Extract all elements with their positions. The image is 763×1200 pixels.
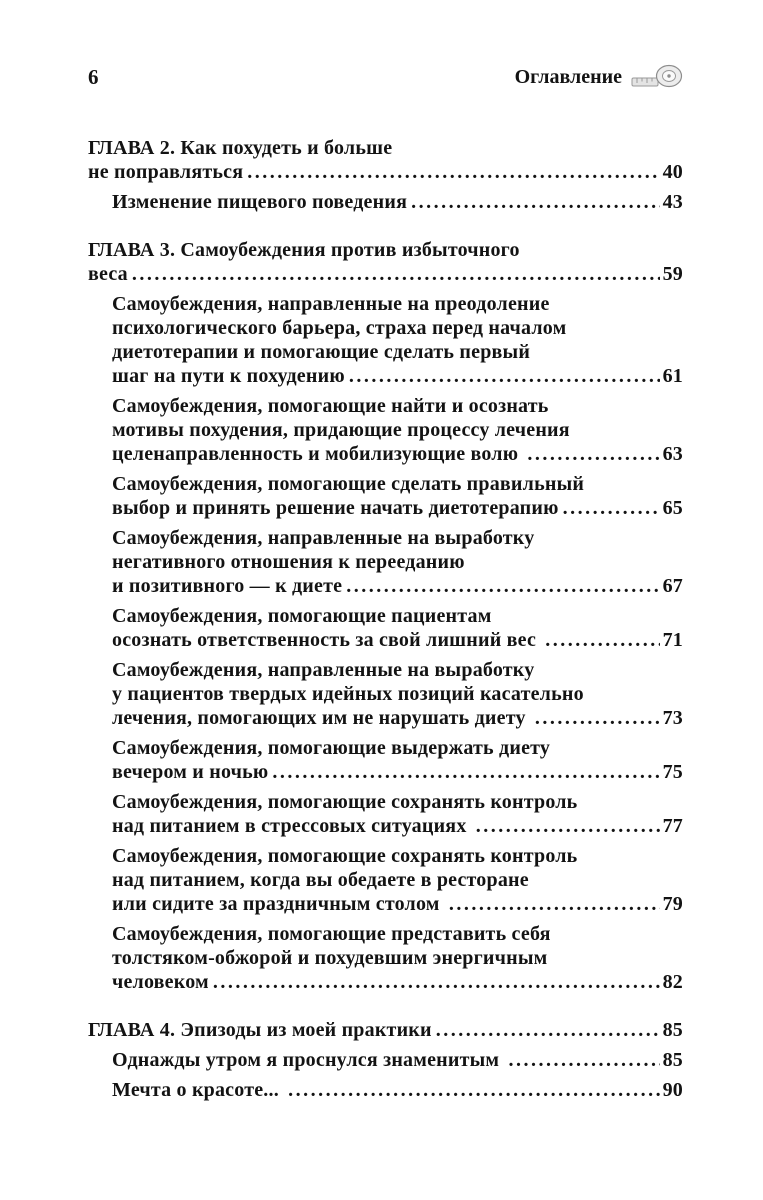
toc-entry-lastline bbox=[112, 628, 683, 652]
toc-sub-entry bbox=[88, 658, 683, 730]
page-ref: 85 bbox=[662, 1019, 683, 1041]
toc-entry-line: диетотерапии и помогающие сделать первый bbox=[112, 341, 531, 363]
toc-entry-line: Самоубеждения, помогающие сохранять контроль bbox=[112, 791, 578, 813]
dot-leader bbox=[213, 970, 660, 994]
page-number: 6 bbox=[88, 64, 99, 89]
toc-entry-lastline bbox=[112, 970, 683, 994]
toc-sub-entry bbox=[88, 922, 683, 994]
toc-entry-line: у пациентов твердых идейных позиций касательно bbox=[112, 683, 584, 705]
toc-sub-entry bbox=[88, 1048, 683, 1072]
toc-entry-line: над питанием, когда вы обедаете в ресторане bbox=[112, 869, 529, 891]
toc-chapter-entry bbox=[88, 238, 683, 286]
dot-leader bbox=[411, 190, 660, 214]
toc-sub-entry bbox=[88, 790, 683, 838]
dot-leader bbox=[535, 706, 660, 730]
toc-entry-line: Самоубеждения, помогающие сделать правильный bbox=[112, 473, 585, 495]
toc-entry-text: веса bbox=[88, 263, 128, 285]
toc-chapter-entry bbox=[88, 1018, 683, 1042]
toc-entry-text: ГЛАВА 4. Эпизоды из моей практики bbox=[88, 1019, 432, 1041]
header-right bbox=[515, 64, 683, 90]
toc-entry-text: выбор и принять решение начать диетотерапию bbox=[112, 497, 559, 519]
dot-leader bbox=[436, 1018, 660, 1042]
toc-sub-entry bbox=[88, 604, 683, 652]
tape-measure-icon bbox=[631, 64, 683, 90]
toc-list bbox=[88, 136, 683, 1102]
page-ref: 43 bbox=[662, 191, 683, 213]
toc-sub-entry bbox=[88, 736, 683, 784]
page-ref: 63 bbox=[662, 443, 683, 465]
dot-leader bbox=[132, 262, 660, 286]
toc-sub-entry bbox=[88, 292, 683, 388]
page-ref: 85 bbox=[662, 1049, 683, 1071]
toc-entry-text: вечером и ночью bbox=[112, 761, 269, 783]
dot-leader bbox=[476, 814, 660, 838]
toc-entry-lastline bbox=[112, 760, 683, 784]
toc-entry-line: Самоубеждения, помогающие пациентам bbox=[112, 605, 492, 627]
toc-entry-text: человеком bbox=[112, 971, 209, 993]
dot-leader bbox=[508, 1048, 659, 1072]
toc-entry-text: или сидите за праздничным столом bbox=[112, 893, 445, 915]
page-ref: 67 bbox=[662, 575, 683, 597]
toc-entry-text: Однажды утром я проснулся знаменитым bbox=[112, 1049, 505, 1071]
dot-leader bbox=[527, 442, 659, 466]
page-ref: 75 bbox=[662, 761, 683, 783]
toc-chapter-entry bbox=[88, 136, 683, 184]
toc-entry-lastline bbox=[112, 814, 683, 838]
toc-entry-text: осознать ответственность за свой лишний вес bbox=[112, 629, 542, 651]
toc-entry-line: психологического барьера, страха перед началом bbox=[112, 317, 567, 339]
toc-entry-text: лечения, помогающих им не нарушать диету bbox=[112, 707, 531, 729]
toc-entry-line: Самоубеждения, направленные на выработку bbox=[112, 527, 535, 549]
dot-leader bbox=[349, 364, 660, 388]
page-ref: 40 bbox=[662, 161, 683, 183]
page-ref: 79 bbox=[662, 893, 683, 915]
toc-sub-entry bbox=[88, 526, 683, 598]
page-ref: 65 bbox=[662, 497, 683, 519]
toc-entry-line: Самоубеждения, помогающие найти и осознать bbox=[112, 395, 549, 417]
toc-entry-text: и позитивного — к диете bbox=[112, 575, 343, 597]
toc-entry-lastline bbox=[112, 364, 683, 388]
toc-entry-line: негативного отношения к перееданию bbox=[112, 551, 465, 573]
page-header bbox=[88, 64, 683, 90]
dot-leader bbox=[288, 1078, 659, 1102]
page-ref: 71 bbox=[662, 629, 683, 651]
page-ref: 59 bbox=[662, 263, 683, 285]
toc-entry-line: мотивы похудения, придающие процессу лечения bbox=[112, 419, 570, 441]
toc-entry-lastline bbox=[112, 706, 683, 730]
page-ref: 73 bbox=[662, 707, 683, 729]
dot-leader bbox=[346, 574, 659, 598]
toc-entry-line: Самоубеждения, направленные на выработку bbox=[112, 659, 535, 681]
toc-entry-line: толстяком-обжорой и похудевшим энергичным bbox=[112, 947, 548, 969]
toc-entry-lastline bbox=[112, 442, 683, 466]
dot-leader bbox=[247, 160, 659, 184]
toc-entry-line: Самоубеждения, помогающие выдержать диету bbox=[112, 737, 551, 759]
dot-leader bbox=[563, 496, 660, 520]
toc-entry-lastline bbox=[112, 496, 683, 520]
dot-leader bbox=[545, 628, 659, 652]
toc-sub-entry bbox=[88, 844, 683, 916]
toc-entry-text: целенаправленность и мобилизующие волю bbox=[112, 443, 524, 465]
toc-entry-line: ГЛАВА 3. Самоубеждения против избыточного bbox=[88, 239, 520, 261]
toc-entry-lastline bbox=[112, 1048, 683, 1072]
dot-leader bbox=[449, 892, 660, 916]
toc-entry-lastline bbox=[112, 574, 683, 598]
toc-sub-entry bbox=[88, 472, 683, 520]
toc-entry-lastline bbox=[112, 190, 683, 214]
toc-entry-lastline bbox=[112, 1078, 683, 1102]
toc-entry-line: Самоубеждения, помогающие сохранять контроль bbox=[112, 845, 578, 867]
toc-entry-text: Мечта о красоте... bbox=[112, 1079, 285, 1101]
toc-entry-line: ГЛАВА 2. Как похудеть и больше bbox=[88, 137, 393, 159]
toc-entry-lastline bbox=[88, 160, 683, 184]
toc-entry-line: Самоубеждения, направленные на преодоление bbox=[112, 293, 550, 315]
page-ref: 90 bbox=[662, 1079, 683, 1101]
toc-entry-text: Изменение пищевого поведения bbox=[112, 191, 408, 213]
page-ref: 77 bbox=[662, 815, 683, 837]
toc-sub-entry bbox=[88, 190, 683, 214]
toc-entry-lastline bbox=[88, 262, 683, 286]
dot-leader bbox=[272, 760, 659, 784]
toc-entry-lastline bbox=[112, 892, 683, 916]
toc-entry-line: Самоубеждения, помогающие представить себя bbox=[112, 923, 551, 945]
header-title: Оглавление bbox=[514, 65, 622, 88]
toc-entry-lastline bbox=[88, 1018, 683, 1042]
toc-sub-entry bbox=[88, 1078, 683, 1102]
toc-entry-text: над питанием в стрессовых ситуациях bbox=[112, 815, 472, 837]
page-ref: 82 bbox=[662, 971, 683, 993]
toc-sub-entry bbox=[88, 394, 683, 466]
toc-entry-text: не поправляться bbox=[88, 161, 244, 183]
toc-entry-text: шаг на пути к похудению bbox=[112, 365, 345, 387]
page-ref: 61 bbox=[662, 365, 683, 387]
